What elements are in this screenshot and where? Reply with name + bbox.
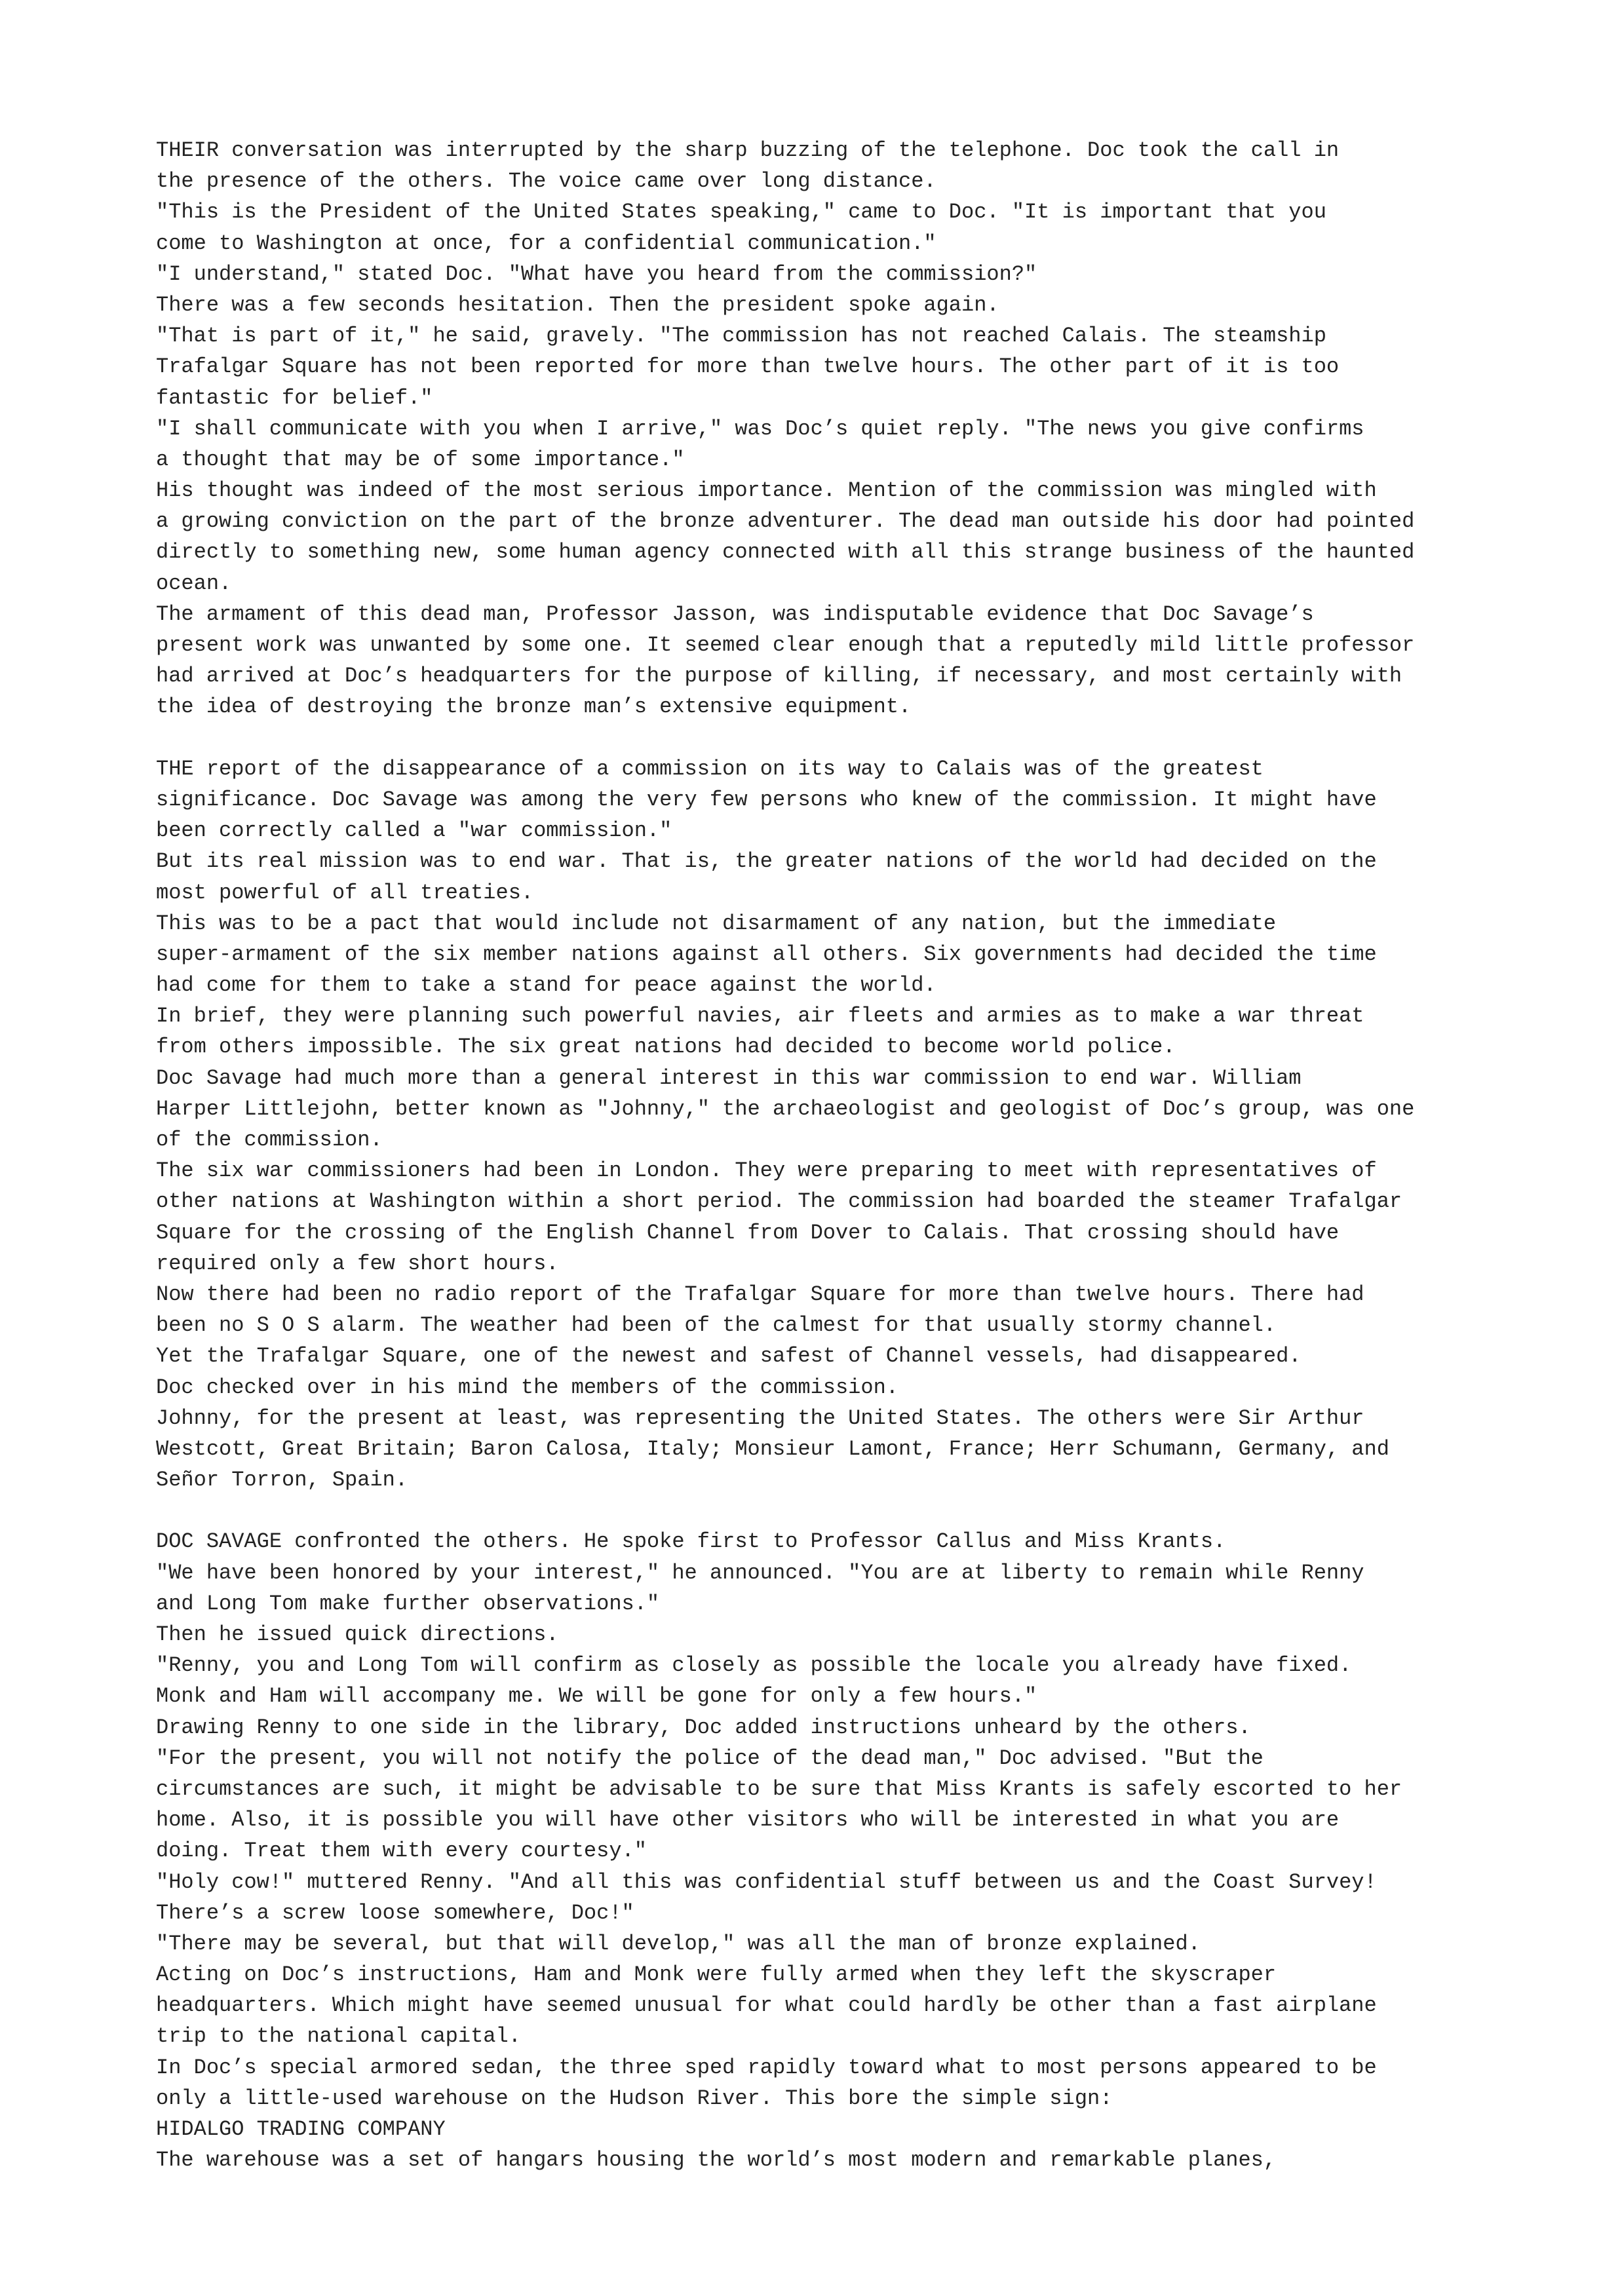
text-line: DOC SAVAGE confronted the others. He spoke first to Professor Callus and Miss Krants. bbox=[156, 1529, 1226, 1554]
text-line: Yet the Trafalgar Square, one of the newest and safest of Channel vessels, had disappeared. bbox=[156, 1344, 1302, 1369]
text-line: In brief, they were planning such powerful navies, air fleets and armies as to make a war threat bbox=[156, 1004, 1364, 1029]
text-line: a growing conviction on the part of the bronze adventurer. The dead man outside his door had pointed bbox=[156, 509, 1415, 534]
text-line: The six war commissioners had been in London. They were preparing to meet with representatives of bbox=[156, 1158, 1377, 1183]
text-line: "This is the President of the United States speaking," came to Doc. "It is important that you bbox=[156, 200, 1326, 225]
text-line: ocean. bbox=[156, 571, 232, 596]
text-line: the idea of destroying the bronze man’s extensive equipment. bbox=[156, 695, 912, 719]
text-section bbox=[156, 1526, 1532, 2175]
text-line: Now there had been no radio report of the Trafalgar Square for more than twelve hours. There had bbox=[156, 1282, 1364, 1307]
text-line: Square for the crossing of the English Channel from Dover to Calais. That crossing should have bbox=[156, 1220, 1340, 1245]
text-line: "We have been honored by your interest," he announced. "You are at liberty to remain while Renny bbox=[156, 1560, 1364, 1585]
text-line: only a little-used warehouse on the Hudson River. This bore the simple sign: bbox=[156, 2086, 1113, 2111]
text-line: "Renny, you and Long Tom will confirm as closely as possible the locale you already have fixed. bbox=[156, 1653, 1352, 1678]
text-line: trip to the national capital. bbox=[156, 2024, 521, 2049]
text-line: Monk and Ham will accompany me. We will be gone for only a few hours." bbox=[156, 1684, 1037, 1709]
text-line: had arrived at Doc’s headquarters for the purpose of killing, if necessary, and most certainly with bbox=[156, 664, 1402, 689]
text-line: Trafalgar Square has not been reported for more than twelve hours. The other part of it is too bbox=[156, 354, 1340, 379]
text-line: come to Washington at once, for a confidential communication." bbox=[156, 231, 937, 256]
text-line: Señor Torron, Spain. bbox=[156, 1468, 408, 1493]
text-line: "For the present, you will not notify the police of the dead man," Doc advised. "But the bbox=[156, 1746, 1264, 1770]
text-line: doing. Treat them with every courtesy." bbox=[156, 1839, 647, 1864]
text-line: "Holy cow!" muttered Renny. "And all this was confidential stuff between us and the Coast Survey! bbox=[156, 1869, 1377, 1894]
text-line: and Long Tom make further observations." bbox=[156, 1591, 660, 1616]
text-line: been correctly called a "war commission." bbox=[156, 818, 672, 843]
text-line: super-armament of the six member nations against all others. Six governments had decided the time bbox=[156, 942, 1377, 966]
text-line: most powerful of all treaties. bbox=[156, 880, 534, 905]
text-line: of the commission. bbox=[156, 1128, 383, 1152]
text-line: In Doc’s special armored sedan, the three sped rapidly toward what to most persons appeared to be bbox=[156, 2055, 1377, 2080]
text-line: Drawing Renny to one side in the library, Doc added instructions unheard by the others. bbox=[156, 1715, 1251, 1740]
text-line: There was a few seconds hesitation. Then the president spoke again. bbox=[156, 292, 999, 317]
text-line: been no S O S alarm. The weather had been of the calmest for that usually stormy channel. bbox=[156, 1313, 1277, 1338]
text-line: His thought was indeed of the most serious importance. Mention of the commission was mingled with bbox=[156, 478, 1377, 503]
text-line: "There may be several, but that will develop," was all the man of bronze explained. bbox=[156, 1931, 1201, 1956]
text-line: "That is part of it," he said, gravely. "The commission has not reached Calais. The steamship bbox=[156, 324, 1326, 349]
text-line: The armament of this dead man, Professor Jasson, was indisputable evidence that Doc Savage’s bbox=[156, 602, 1314, 626]
text-line: Westcott, Great Britain; Baron Calosa, Italy; Monsieur Lamont, France; Herr Schumann, Germany, and bbox=[156, 1436, 1389, 1461]
text-line: the presence of the others. The voice came over long distance. bbox=[156, 169, 937, 194]
text-line: headquarters. Which might have seemed unusual for what could hardly be other than a fast airplane bbox=[156, 1993, 1377, 2018]
text-line: Acting on Doc’s instructions, Ham and Monk were fully armed when they left the skyscraper bbox=[156, 1962, 1277, 1987]
text-line: had come for them to take a stand for peace against the world. bbox=[156, 973, 937, 998]
text-line: significance. Doc Savage was among the very few persons who knew of the commission. It might have bbox=[156, 787, 1377, 812]
text-line: directly to something new, some human agency connected with all this strange business of the haunted bbox=[156, 540, 1415, 565]
text-line: circumstances are such, it might be advisable to be sure that Miss Krants is safely escorted to her bbox=[156, 1776, 1402, 1801]
text-section bbox=[156, 754, 1532, 1496]
text-line: other nations at Washington within a short period. The commission had boarded the steamer Trafalgar bbox=[156, 1189, 1402, 1214]
text-line: THEIR conversation was interrupted by the sharp buzzing of the telephone. Doc took the call in bbox=[156, 138, 1340, 163]
text-section bbox=[156, 135, 1532, 723]
document-page bbox=[156, 135, 1532, 2258]
text-line: THE report of the disappearance of a commission on its way to Calais was of the greatest bbox=[156, 756, 1264, 781]
text-line: required only a few short hours. bbox=[156, 1251, 559, 1276]
text-line: There’s a screw loose somewhere, Doc!" bbox=[156, 1900, 634, 1925]
text-line: The warehouse was a set of hangars housing the world’s most modern and remarkable planes, bbox=[156, 2148, 1277, 2173]
text-line: a thought that may be of some importance." bbox=[156, 447, 685, 472]
text-line: fantastic for belief." bbox=[156, 385, 433, 410]
text-line: This was to be a pact that would include not disarmament of any nation, but the immediate bbox=[156, 911, 1277, 936]
text-line: Harper Littlejohn, better known as "Johnny," the archaeologist and geologist of Doc’s group, was one bbox=[156, 1096, 1415, 1121]
text-line: HIDALGO TRADING COMPANY bbox=[156, 2117, 446, 2141]
text-line: from others impossible. The six great nations had decided to become world police. bbox=[156, 1035, 1176, 1060]
text-line: Doc checked over in his mind the members of the commission. bbox=[156, 1375, 898, 1400]
text-line: Doc Savage had much more than a general interest in this war commission to end war. William bbox=[156, 1065, 1302, 1090]
text-line: But its real mission was to end war. That is, the greater nations of the world had decided on the bbox=[156, 849, 1377, 874]
text-line: Then he issued quick directions. bbox=[156, 1622, 559, 1647]
text-line: "I shall communicate with you when I arrive," was Doc’s quiet reply. "The news you give confirms bbox=[156, 416, 1364, 441]
text-line: present work was unwanted by some one. It seemed clear enough that a reputedly mild little professor bbox=[156, 633, 1415, 657]
text-line: Johnny, for the present at least, was representing the United States. The others were Sir Arthur bbox=[156, 1406, 1364, 1430]
text-line: home. Also, it is possible you will have other visitors who will be interested in what you are bbox=[156, 1808, 1340, 1833]
text-line: "I understand," stated Doc. "What have you heard from the commission?" bbox=[156, 261, 1037, 286]
